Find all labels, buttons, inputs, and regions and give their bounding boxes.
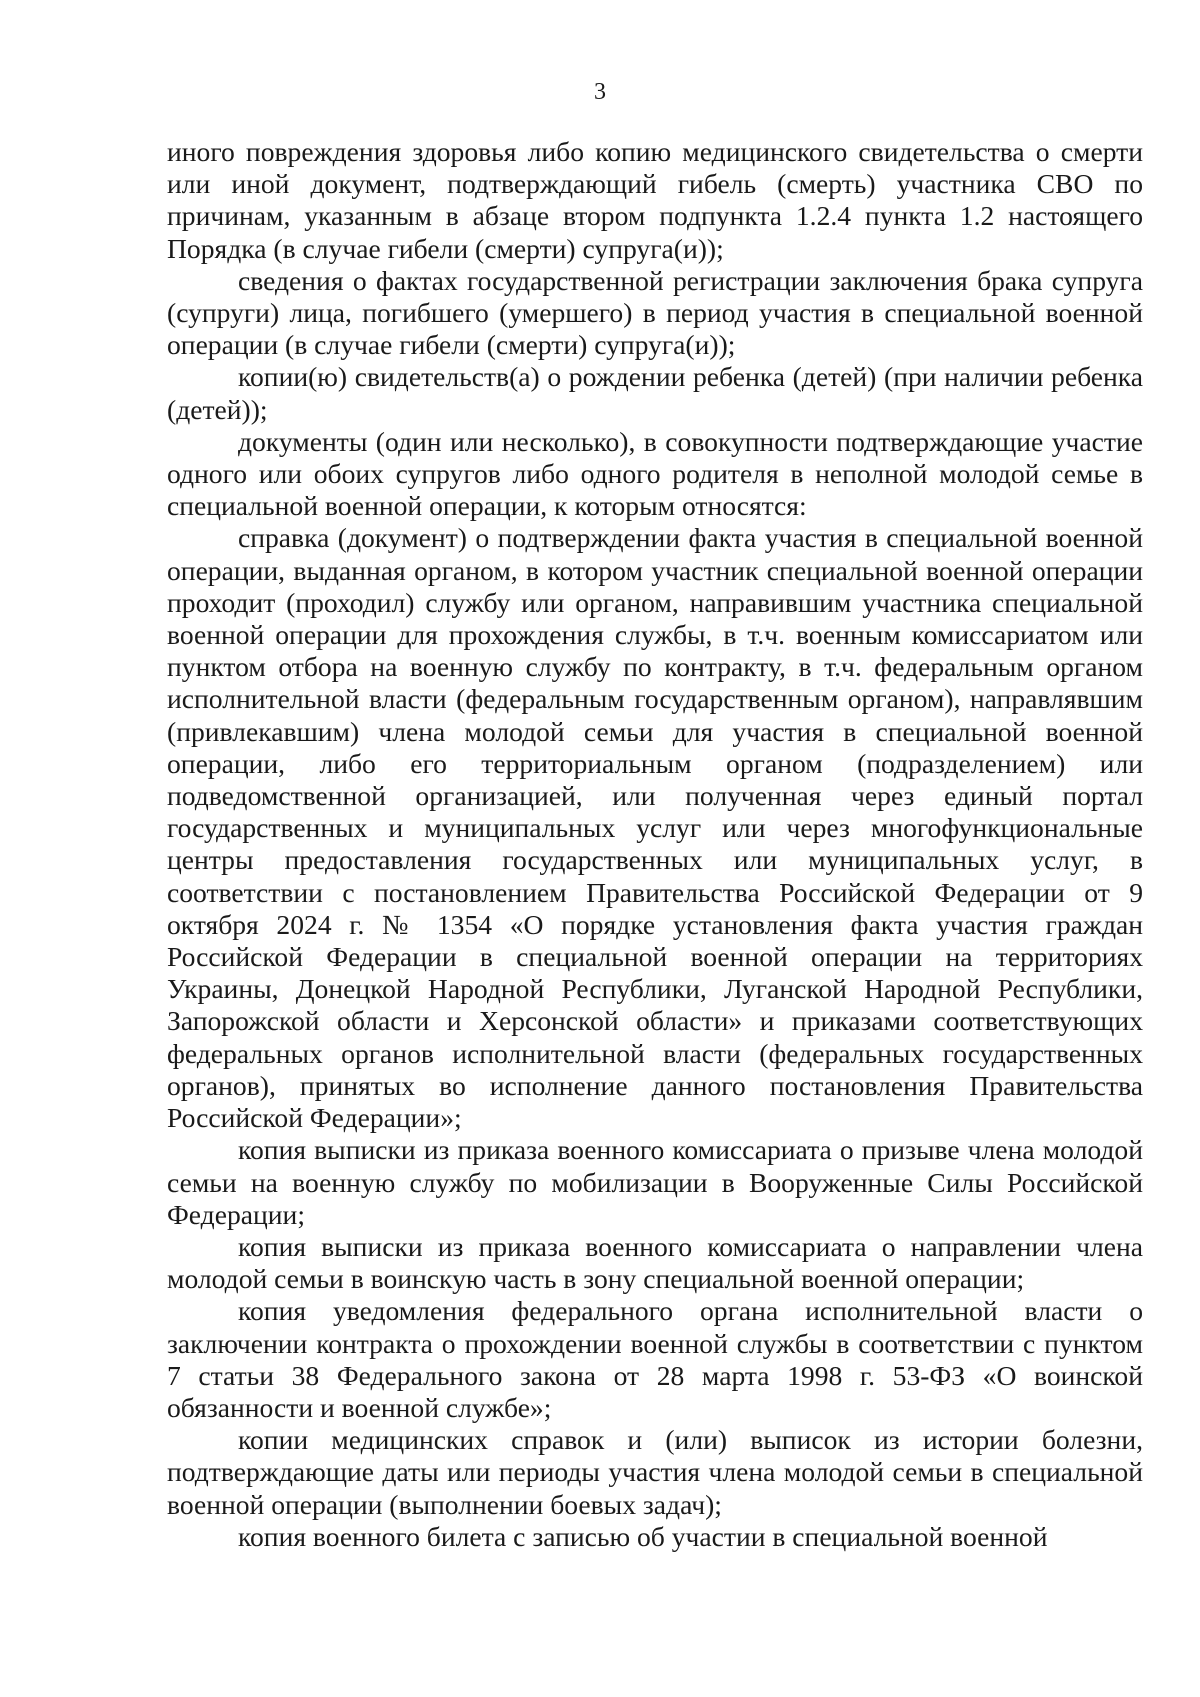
paragraph-marriage-registration: сведения о фактах государственной регистрации заключения брака супруга (супруги) лица, погибшего (умершего) в период участия в специальной военной операции (в случае гибели (смерти) супруга(и)); [167, 264, 1143, 361]
paragraph-birth-certificates: копии(ю) свидетельств(а) о рождении ребенка (детей) (при наличии ребенка (детей)); [167, 361, 1143, 425]
paragraph-medical-certificates: копии медицинских справок и (или) выписок из истории болезни, подтверждающие даты или периоды участия члена молодой семьи в специальной военной операции (выполнении боевых задач); [167, 1424, 1143, 1520]
document-body [167, 136, 1143, 1553]
paragraph-participation-certificate: справка (документ) о подтверждении факта участия в специальной военной операции, выданная органом, в котором участник специальной военной операции проходит (проходил) службу или органом, направившим участника специальной военной операции для прохождения службы, в т.ч. военным комиссариатом или пунктом отбора на военную службу по контракту, в т.ч. федеральным органом исполнительной власти (федеральным государственным органом), направлявшим (привлекавшим) члена молодой семьи для участия в специальной военной операции, либо его территориальным органом (подразделением) или подведомственной организацией, или полученная через единый портал государственных и муниципальных услуг или через многофункциональные центры предоставления государственных или муниципальных услуг, в соответствии с постановлением Правительства Российской Федерации от 9 октября 2024 г. № 1354 «О порядке установления факта участия граждан Российской Федерации в специальной военной операции на территориях Украины, Донецкой Народной Республики, Луганской Народной Республики, Запорожской области и Херсонской области» и приказами соответствующих федеральных органов исполнительной власти (федеральных государственных органов), принятых во исполнение данного постановления Правительства Российской Федерации»; [167, 522, 1143, 1134]
paragraph-participation-documents: документы (один или несколько), в совокупности подтверждающие участие одного или обоих супругов либо одного родителя в неполной молодой семье в специальной военной операции, к которым относятся: [167, 425, 1143, 522]
paragraph-continued-death-certificate: иного повреждения здоровья либо копию медицинского свидетельства о смерти или иной документ, подтверждающий гибель (смерть) участника СВО по причинам, указанным в абзаце втором подпункта 1.2.4 пункта 1.2 настоящего Порядка (в случае гибели (смерти) супруга(и)); [167, 136, 1143, 264]
page-number: 3 [594, 79, 606, 105]
paragraph-military-id: копия военного билета с записью об участии в специальной военной [238, 1520, 1048, 1552]
paragraph-mobilization-order: копия выписки из приказа военного комиссариата о призыве члена молодой семьи на военную службу по мобилизации в Вооруженные Силы Российской Федерации; [167, 1134, 1143, 1230]
paragraph-contract-notification: копия уведомления федерального органа исполнительной власти о заключении контракта о прохождении военной службы в соответствии с пунктом 7 статьи 38 Федерального закона от 28 марта 1998 г. 53-ФЗ «О воинской обязанности и военной службе»; [167, 1295, 1143, 1423]
paragraph-military-unit-order: копия выписки из приказа военного комиссариата о направлении члена молодой семьи в воинскую часть в зону специальной военной операции; [167, 1230, 1143, 1295]
